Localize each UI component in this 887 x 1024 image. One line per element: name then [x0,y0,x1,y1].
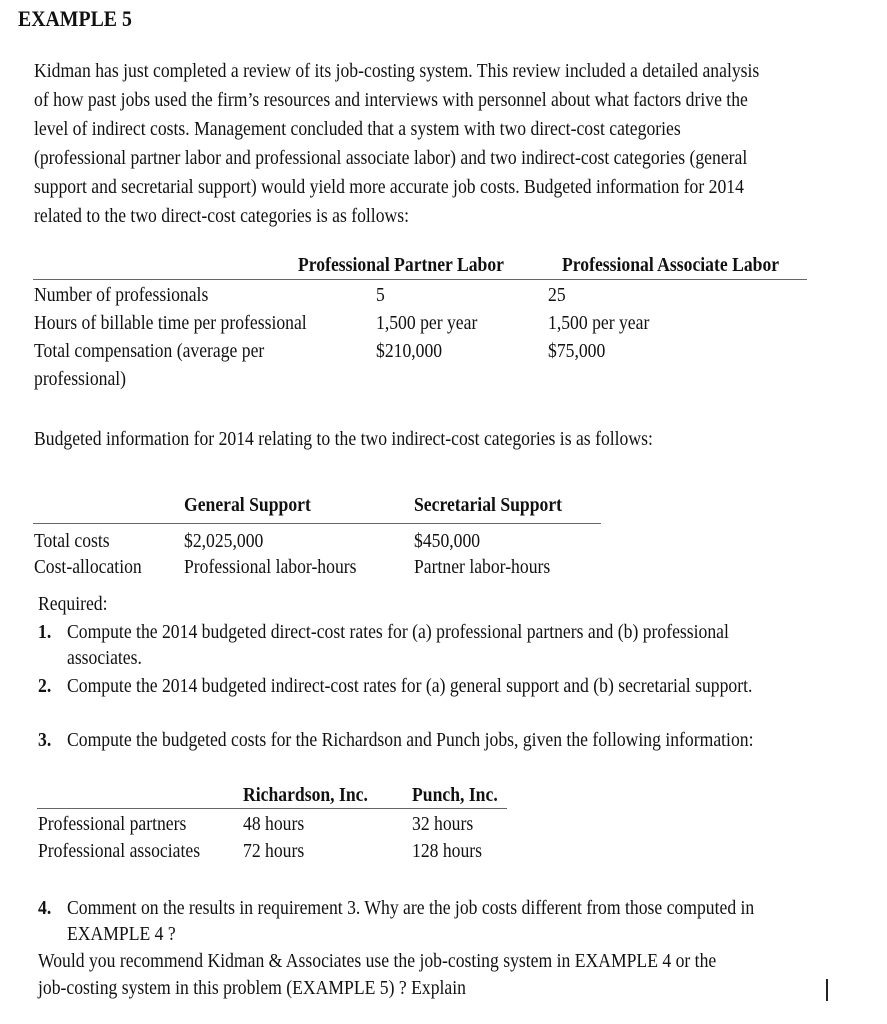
secretarial-value: Partner labor-hours [414,556,551,578]
header-punch: Punch, Inc. [412,784,498,806]
indirect-intro: Budgeted information for 2014 relating to the two indirect-cost categories is as follows: [34,428,653,450]
punch-value: 128 hours [412,840,483,862]
general-value: $2,025,000 [184,530,264,552]
followup-question: job-costing system in this problem (EXAMPLE 5) ? Explain [38,977,466,999]
intro-paragraph [34,57,840,231]
requirement-number: 2. [38,675,52,697]
associate-value: 1,500 per year [548,312,650,334]
row-label: Hours of billable time per professional [34,312,307,334]
header-partner-labor: Professional Partner Labor [298,254,504,276]
richardson-value: 48 hours [243,813,305,835]
requirement-text: Comment on the results in requirement 3. Why are the job costs different from those computed in [67,897,755,919]
associate-value: 25 [548,284,566,306]
partner-value: 1,500 per year [376,312,478,334]
punch-value: 32 hours [412,813,474,835]
text-cursor [826,979,828,1001]
header-associate-labor: Professional Associate Labor [562,254,780,276]
followup-question: Would you recommend Kidman & Associates use the job-costing system in EXAMPLE 4 or the [38,950,717,972]
header-richardson: Richardson, Inc. [243,784,368,806]
table-divider [33,279,807,280]
row-label: Professional partners [38,813,187,835]
requirement-text: Compute the 2014 budgeted indirect-cost rates for (a) general support and (b) secretarial support. [67,675,753,697]
required-label: Required: [38,593,108,615]
requirement-text: associates. [67,647,142,669]
intro-line: of how past jobs used the firm’s resources and interviews with personnel about what factors drive the [34,89,748,111]
row-label: Number of professionals [34,284,209,306]
requirement-number: 1. [38,621,52,643]
secretarial-value: $450,000 [414,530,481,552]
intro-line: Kidman has just completed a review of its job-costing system. This review included a detailed analysis [34,60,760,82]
partner-value: $210,000 [376,340,443,362]
page-title: EXAMPLE 5 [18,6,132,31]
row-label: Professional associates [38,840,201,862]
requirement-text: Compute the 2014 budgeted direct-cost rates for (a) professional partners and (b) professional [67,621,729,643]
requirement-text: Compute the budgeted costs for the Richardson and Punch jobs, given the following information: [67,729,754,751]
row-label: Total costs [34,530,110,552]
general-value: Professional labor-hours [184,556,357,578]
intro-line: (professional partner labor and professional associate labor) and two indirect-cost categories (general [34,147,748,169]
associate-value: $75,000 [548,340,606,362]
requirement-text: EXAMPLE 4 ? [67,923,176,945]
partner-value: 5 [376,284,385,306]
requirement-number: 4. [38,897,52,919]
intro-line: support and secretarial support) would yield more accurate job costs. Budgeted information for 2014 [34,176,744,198]
table-divider [33,523,601,524]
richardson-value: 72 hours [243,840,305,862]
header-general-support: General Support [184,494,311,516]
requirement-number: 3. [38,729,52,751]
row-label: Cost-allocation [34,556,142,578]
row-label: Total compensation (average per [34,340,265,362]
intro-line: related to the two direct-cost categories is as follows: [34,205,410,227]
row-label-continued: professional) [34,368,127,390]
intro-line: level of indirect costs. Management concluded that a system with two direct-cost categories [34,118,681,140]
header-secretarial-support: Secretarial Support [414,494,563,516]
table-divider [37,808,507,809]
